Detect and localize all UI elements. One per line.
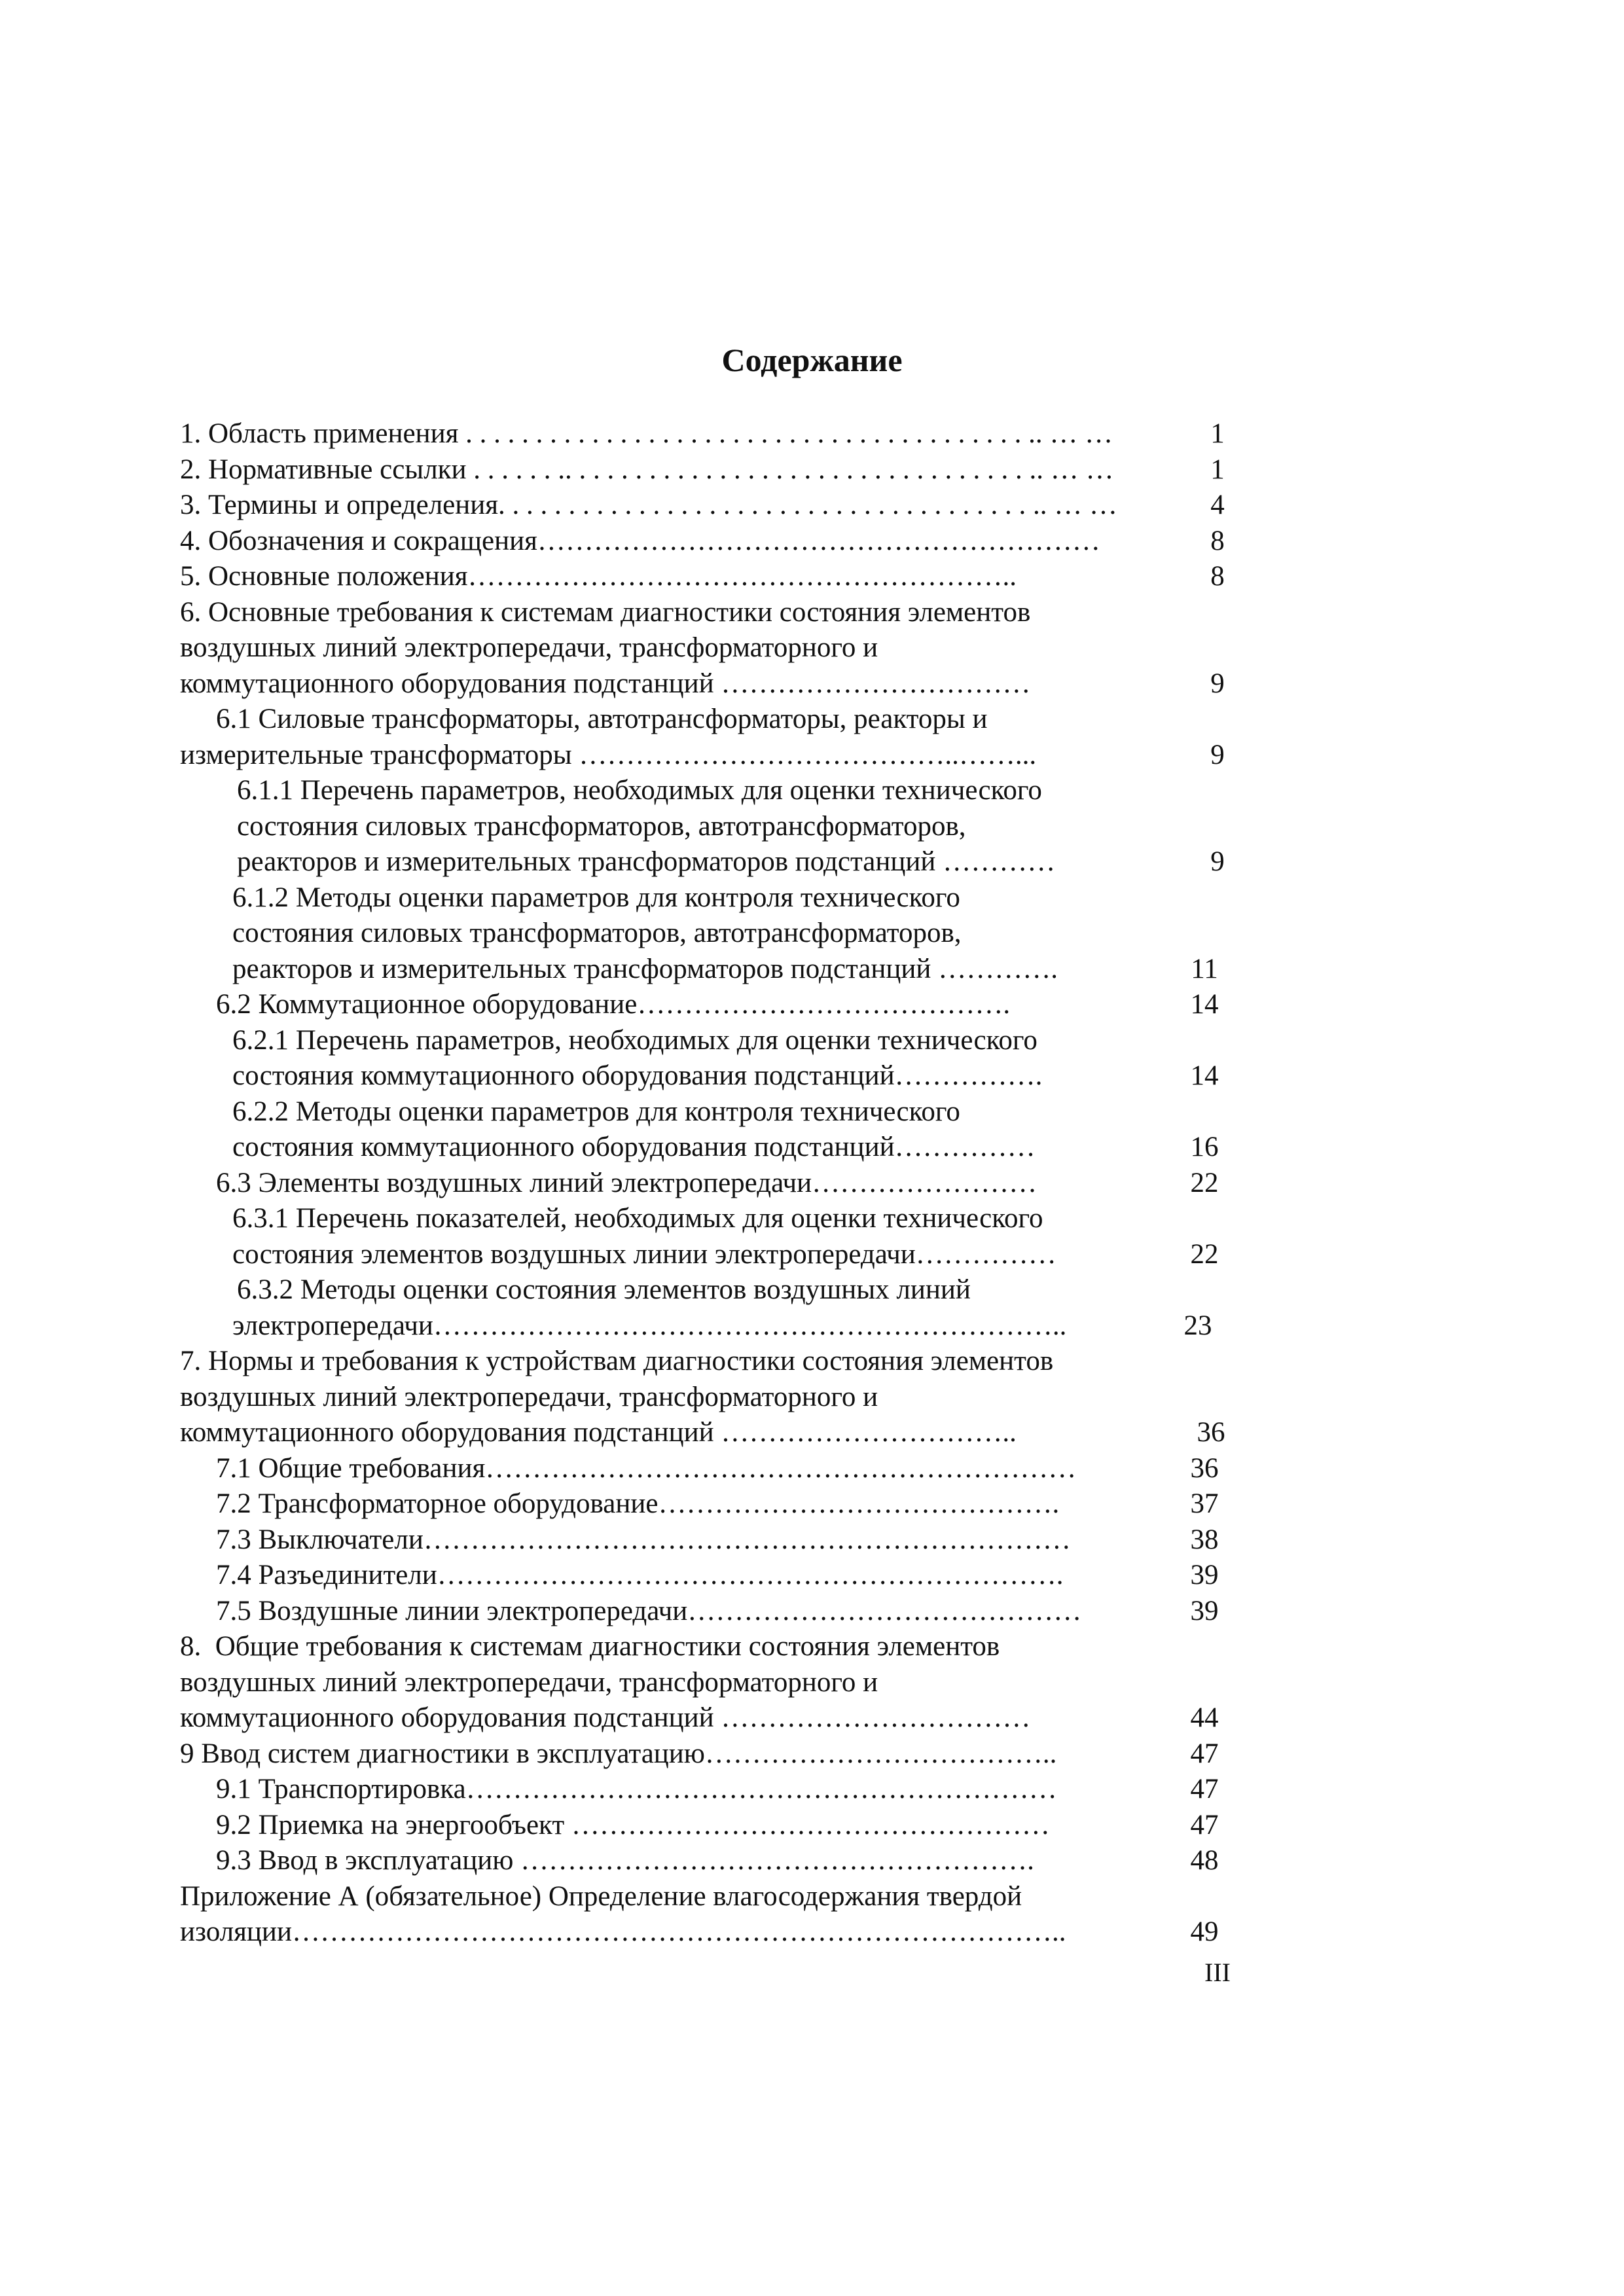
toc-entry [0, 1272, 1624, 1344]
toc-page-number: 9 [1210, 739, 1225, 770]
toc-page-number: 16 [1190, 1132, 1219, 1162]
toc-page-number: 11 [1191, 953, 1218, 984]
toc-entry-text: 6.1 Силовые трансформаторы, автотрансформаторы, реакторы и [216, 704, 988, 734]
toc-entry-text: коммутационного оборудования подстанций ………………………….. [180, 1417, 1017, 1448]
toc-page-number: 22 [1190, 1167, 1219, 1198]
toc-page-number: 14 [1190, 1060, 1219, 1091]
toc-entry-text: измерительные трансформаторы …………………………………..……... [180, 739, 1037, 770]
toc-entry [0, 1879, 1624, 1950]
toc-entry-text: 6.3 Элементы воздушных линий электропередачи…………………… [216, 1167, 1038, 1198]
toc-entry-text: состояния силовых трансформаторов, автотрансформаторов, [237, 810, 966, 842]
toc-entry [0, 1344, 1624, 1451]
toc-entry [0, 987, 1624, 1023]
toc-entry-text: 7.1 Общие требования……………………………………………………… [216, 1452, 1077, 1484]
toc-entry [0, 1843, 1624, 1879]
toc-entry [0, 559, 1624, 595]
toc-page-number: 9 [1210, 846, 1225, 877]
toc-entry [0, 702, 1624, 773]
toc-entry-text: 8. Общие требования к системам диагностики состояния элементов [180, 1631, 1000, 1662]
toc-entry-text: 6.3.2 Методы оценки состояния элементов воздушных линий [237, 1274, 971, 1305]
toc-entry [0, 1166, 1624, 1202]
toc-entry-text: коммутационного оборудования подстанций …………………………… [180, 1702, 1031, 1733]
toc-entry [0, 1201, 1624, 1272]
toc-page-number: 38 [1190, 1524, 1219, 1555]
toc-entry-text: 6.2.2 Методы оценки параметров для контроля технического [232, 1096, 960, 1127]
toc-page-number: 44 [1190, 1702, 1219, 1733]
toc-entry-text: 9.2 Приемка на энергообъект …………………………………………… [216, 1809, 1050, 1840]
toc-entry [0, 1094, 1624, 1166]
toc-page-number: 47 [1190, 1809, 1219, 1840]
toc-entry [0, 1594, 1624, 1630]
toc-entry-text: 9.3 Ввод в эксплуатацию ………………………………………………. [216, 1845, 1034, 1876]
toc-page-number: 23 [1183, 1310, 1212, 1341]
toc-page-number: 47 [1190, 1738, 1219, 1769]
toc-entry [0, 452, 1624, 488]
toc-entry [0, 1486, 1624, 1522]
toc-entry-text: изоляции……………………………………………………………………….. [180, 1916, 1066, 1947]
toc-entry [0, 1522, 1624, 1558]
toc-entry-text: реакторов и измерительных трансформаторов подстанций ………… [237, 846, 1056, 877]
toc-entry [0, 1808, 1624, 1844]
toc-page-number: 47 [1190, 1774, 1219, 1804]
toc-entry [0, 1629, 1624, 1736]
toc-entry-text: 6. Основные требования к системам диагностики состояния элементов [180, 596, 1031, 628]
toc-page-number: 9 [1210, 668, 1225, 699]
toc-entry-text: 6.2.1 Перечень параметров, необходимых для оценки технического [232, 1024, 1038, 1056]
toc-entry [0, 1736, 1624, 1772]
page-folio: III [1204, 1958, 1231, 1987]
toc-page-number: 36 [1190, 1452, 1219, 1484]
toc-entry [0, 595, 1624, 702]
toc-entry-text: 6.2 Коммутационное оборудование…………………………………. [216, 989, 1011, 1020]
toc-entry-text: 6.1.2 Методы оценки параметров для контроля технического [232, 882, 960, 913]
toc-entry-text: 5. Основные положения………………………………………………….. [180, 561, 1017, 592]
toc-page-number: 37 [1190, 1488, 1219, 1519]
toc-entry-text: воздушных линий электропередачи, трансформаторного и [180, 1666, 878, 1698]
toc-entry-text: 7. Нормы и требования к устройствам диагностики состояния элементов [180, 1346, 1054, 1376]
toc-entry-text: состояния коммутационного оборудования подстанций…………… [232, 1132, 1036, 1162]
toc-entry-text: 7.4 Разъединители…………………………………………………………. [216, 1560, 1064, 1590]
toc-page-number: 8 [1210, 561, 1225, 592]
toc-page-number: 39 [1190, 1595, 1219, 1626]
toc-entry-text: 7.3 Выключатели…………………………………………………………… [216, 1524, 1071, 1555]
toc-entry-text: 7.2 Трансформаторное оборудование……………………………………. [216, 1488, 1060, 1519]
toc-entry [0, 488, 1624, 524]
toc-entry-text: 1. Область применения . . . . . . . . . . . . . . . . . . . . . . . . . . . . . . . . . . . . . . . . .. … … [180, 418, 1113, 449]
toc-entry-text: 4. Обозначения и сокращения…………………………………………………… [180, 525, 1100, 556]
toc-page-number: 39 [1190, 1560, 1219, 1590]
toc-entry-text: воздушных линий электропередачи, трансформаторного и [180, 1381, 878, 1412]
toc-page-number: 8 [1210, 525, 1225, 556]
toc-entry-text: Приложение А (обязательное) Определение влагосодержания твердой [180, 1880, 1022, 1912]
toc-page-number: 4 [1210, 490, 1225, 520]
toc-entry-text: электропередачи………………………………………………………….. [232, 1310, 1067, 1341]
toc-entry [0, 1558, 1624, 1594]
toc-page-number: 36 [1197, 1417, 1225, 1448]
toc-entry-text: реакторов и измерительных трансформаторов подстанций …………. [232, 953, 1058, 984]
toc-entry-text: 2. Нормативные ссылки . . . . . . .. . . . . . . . . . . . . . . . . . . . . . . . . . . . . . . . . .. … … [180, 454, 1114, 485]
toc-page-number: 14 [1190, 989, 1219, 1020]
toc-entry [0, 524, 1624, 560]
toc-page-number: 48 [1190, 1845, 1219, 1876]
toc-entry-text: состояния силовых трансформаторов, автотрансформаторов, [232, 918, 962, 948]
toc-page-number: 22 [1190, 1238, 1219, 1270]
toc-entry-text: 9.1 Транспортировка……………………………………………………… [216, 1774, 1057, 1804]
toc-entry [0, 880, 1624, 988]
toc-entry-text: состояния элементов воздушных линии электропередачи…………… [232, 1238, 1056, 1270]
toc-entry [0, 773, 1624, 880]
toc-entry-text: 6.3.1 Перечень показателей, необходимых для оценки технического [232, 1203, 1043, 1234]
toc-page-number: 1 [1210, 454, 1225, 485]
toc-entry-text: состояния коммутационного оборудования подстанций……………. [232, 1060, 1043, 1091]
toc-entry-text: 9 Ввод систем диагностики в эксплуатацию……………………………….. [180, 1738, 1057, 1769]
toc-entry [0, 416, 1624, 452]
page-title: Содержание [721, 342, 903, 378]
toc-page-number: 1 [1210, 418, 1225, 449]
toc-entry-text: коммутационного оборудования подстанций …………………………… [180, 668, 1031, 699]
toc-entry-text: 7.5 Воздушные линии электропередачи…………………………………… [216, 1595, 1082, 1626]
toc-entry-text: 3. Термины и определения. . . . . . . . . . . . . . . . . . . . . . . . . . . . . . . . . . . . . . .. … … [180, 490, 1118, 520]
toc-entry [0, 1451, 1624, 1487]
toc-entry-text: 6.1.1 Перечень параметров, необходимых для оценки технического [237, 775, 1042, 806]
toc-entry [0, 1023, 1624, 1094]
toc-entry-text: воздушных линий электропередачи, трансформаторного и [180, 632, 878, 663]
toc-entry [0, 1772, 1624, 1808]
toc-page-number: 49 [1190, 1916, 1219, 1947]
